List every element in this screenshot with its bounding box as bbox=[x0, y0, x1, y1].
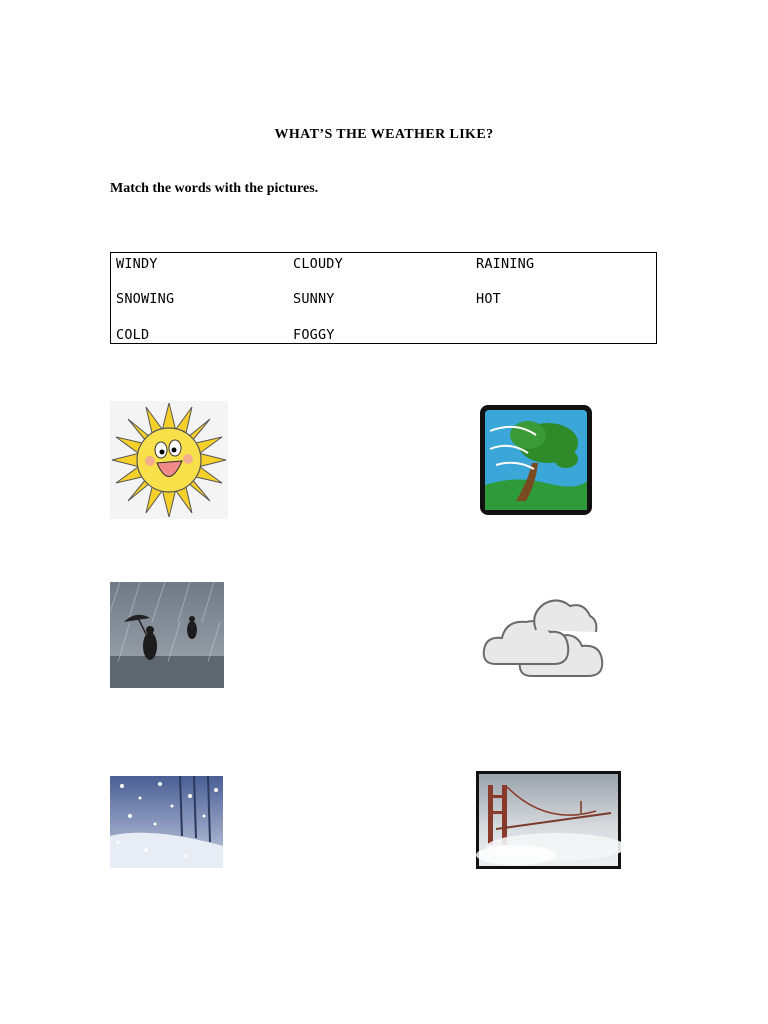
word-raining: RAINING bbox=[476, 256, 535, 272]
worksheet-title: WHAT’S THE WEATHER LIKE? bbox=[274, 127, 494, 142]
foggy-bridge-icon bbox=[476, 771, 621, 869]
instructions: Match the words with the pictures. bbox=[110, 181, 319, 196]
snow-scene-icon bbox=[110, 776, 223, 868]
word-sunny: SUNNY bbox=[293, 291, 335, 307]
word-snowing: SNOWING bbox=[116, 291, 175, 307]
word-foggy: FOGGY bbox=[293, 327, 335, 343]
word-box bbox=[110, 252, 657, 344]
cloud-icon bbox=[480, 590, 610, 684]
word-cloudy: CLOUDY bbox=[293, 256, 343, 272]
rain-storm-icon bbox=[110, 582, 224, 688]
sun-icon bbox=[110, 401, 228, 519]
windy-tree-icon bbox=[476, 401, 596, 519]
word-cold: COLD bbox=[116, 327, 150, 343]
word-hot: HOT bbox=[476, 291, 501, 307]
word-windy: WINDY bbox=[116, 256, 158, 272]
